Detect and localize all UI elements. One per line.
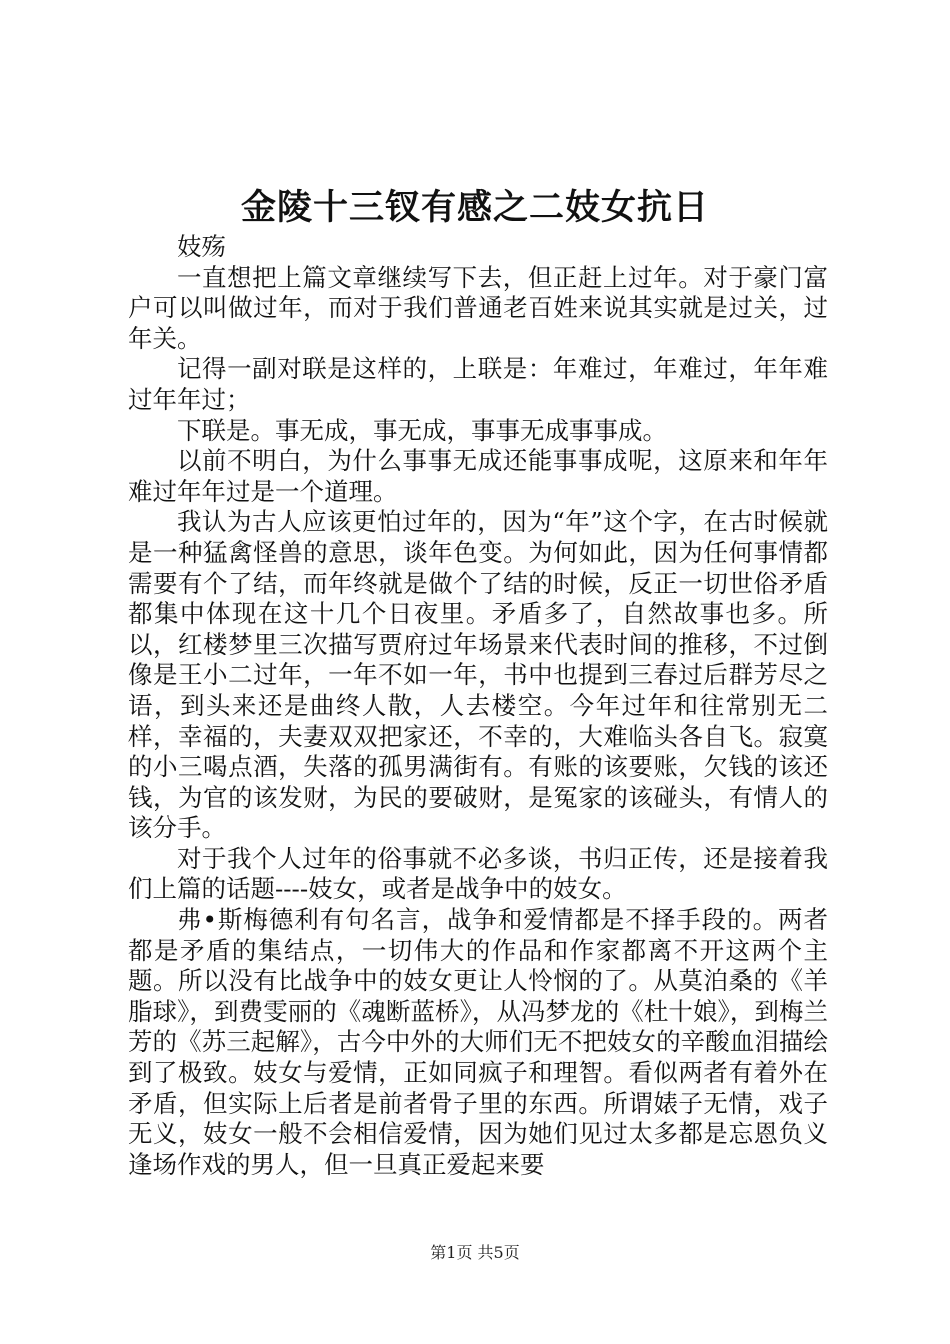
paragraph: 弗•斯梅德利有句名言，战争和爱情都是不择手段的。两者都是矛盾的集结点，一切伟大的作品和作家都离不开这两个主题。所以没有比战争中的妓女更让人怜悯的了。从莫泊桑的《羊脂球》，到费雯丽的《魂断蓝桥》，从冯梦龙的《杜十娘》，到梅兰芳的《苏三起解》，古今中外的大师们无不把妓女的辛酸血泪描绘到了极致。妓女与爱情，正如同疯子和理智。看似两者有着外在矛盾，但实际上后者是前者骨子里的东西。所谓婊子无情，戏子无义，妓女一般不会相信爱情，因为她们见过太多都是忘恩负义逢场作戏的男人，但一旦真正爱起来要 — [128, 905, 828, 1179]
paragraph: 妓殇 — [177, 232, 226, 261]
document-body — [128, 232, 828, 1180]
paragraph: 以前不明白，为什么事事无成还能事事成呢，这原来和年年难过年年过是一个道理。 — [128, 446, 828, 506]
paragraph: 一直想把上篇文章继续写下去，但正赶上过年。对于豪门富户可以叫做过年，而对于我们普通老百姓来说其实就是过关，过年关。 — [128, 262, 828, 353]
page-number-footer: 第1页 共5页 — [430, 1243, 520, 1262]
paragraph: 对于我个人过年的俗事就不必多谈，书归正传，还是接着我们上篇的话题----妓女，或者是战争中的妓女。 — [128, 843, 828, 904]
paragraph: 我认为古人应该更怕过年的，因为“年”这个字，在古时候就是一种猛禽怪兽的意思，谈年色变。为何如此，因为任何事情都需要有个了结，而年终就是做个了结的时候，反正一切世俗矛盾都集中体现在这十几个日夜里。矛盾多了，自然故事也多。所以，红楼梦里三次描写贾府过年场景来代表时间的推移，不过倒像是王小二过年，一年不如一年，书中也提到三春过后群芳尽之语，到头来还是曲终人散，人去楼空。今年过年和往常别无二样，幸福的，夫妻双双把家还，不幸的，大难临头各自飞。寂寞的小三喝点酒，失落的孤男满街有。有账的该要账，欠钱的该还钱，为官的该发财，为民的要破财，是冤家的该碰头，有情人的该分手。 — [128, 507, 828, 843]
document-title: 金陵十三钗有感之二妓女抗日 — [240, 187, 709, 228]
paragraph: 下联是。事无成，事无成，事事无成事事成。 — [177, 415, 667, 445]
paragraph: 记得一副对联是这样的，上联是：年难过，年难过，年年难过年年过； — [128, 354, 828, 414]
